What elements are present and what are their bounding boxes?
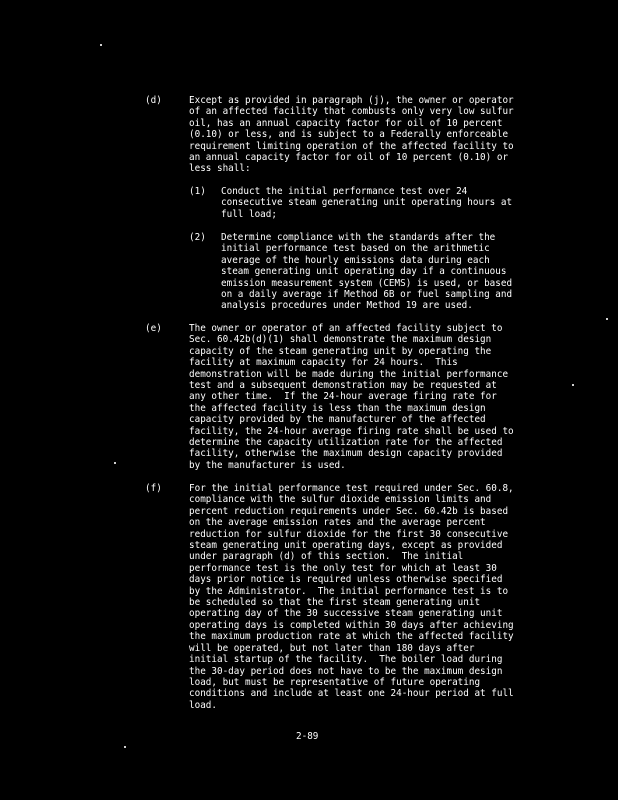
scan-speck: [572, 384, 574, 386]
paragraph-text: For the initial performance test required under Sec. 60.8, compliance with the sulfur dioxide emission limits and percent reduction requirements under Sec. 60.42b is based on the average emission rates and the average percent reduction for sulfur dioxide for the first 30 consecutive steam generating unit operating days, except as provided under paragraph (d) of this section. The initial performance test is the only test for which at least 30 days prior notice is required unless otherwise specified by the Administrator. The initial performance test is to be scheduled so that the first steam generating unit operating day of the 30 successive steam generating unit operating days is completed within 30 days after achieving the maximum production rate at which the affected facility will be operated, but not later than 180 days after initial startup of the facility. The boiler load during the 30-day period does not have to be the maximum design load, but must be representative of future operating conditions and include at least one 24-hour period at full load.: [189, 483, 514, 711]
paragraph-marker: (d): [145, 95, 162, 106]
subparagraph-marker: (2): [189, 232, 206, 243]
scan-speck: [124, 746, 126, 748]
subparagraph-marker: (1): [189, 186, 206, 197]
paragraph-marker: (f): [145, 483, 162, 494]
paragraph-text: Except as provided in paragraph (j), the owner or operator of an affected facility that combusts only very low sulfur oil, has an annual capacity factor for oil of 10 percent (0.10) or less, and is subject to a Federally enforceable requirement limiting operation of the affected facility to an annual capacity factor for oil of 10 percent (0.10) or less shall:: [189, 95, 514, 175]
paragraph-marker: (e): [145, 323, 162, 334]
subparagraph-text: Determine compliance with the standards after the initial performance test based on the arithmetic average of the hourly emissions data during each steam generating unit operating day if a continuous emission measurement system (CEMS) is used, or based on a daily average if Method 6B or fuel sampling and analysis procedures under Method 19 are used.: [221, 232, 513, 312]
scan-speck: [100, 44, 102, 46]
scan-speck: [114, 462, 116, 464]
scan-speck: [606, 318, 608, 320]
subparagraph-text: Conduct the initial performance test over 24 consecutive steam generating unit operating hours at full load;: [221, 186, 513, 220]
page-number: 2-89: [296, 731, 319, 742]
paragraph-text: The owner or operator of an affected facility subject to Sec. 60.42b(d)(1) shall demonstrate the maximum design capacity of the steam generating unit by operating the facility at maximum capacity for 24 hours. This demonstration will be made during the initial performance test and a subsequent demonstration may be requested at any other time. If the 24-hour average firing rate for the affected facility is less than the maximum design capacity provided by the manufacturer of the affected facility, the 24-hour average firing rate shall be used to determine the capacity utilization rate for the affected facility, otherwise the maximum design capacity provided by the manufacturer is used.: [189, 323, 514, 471]
